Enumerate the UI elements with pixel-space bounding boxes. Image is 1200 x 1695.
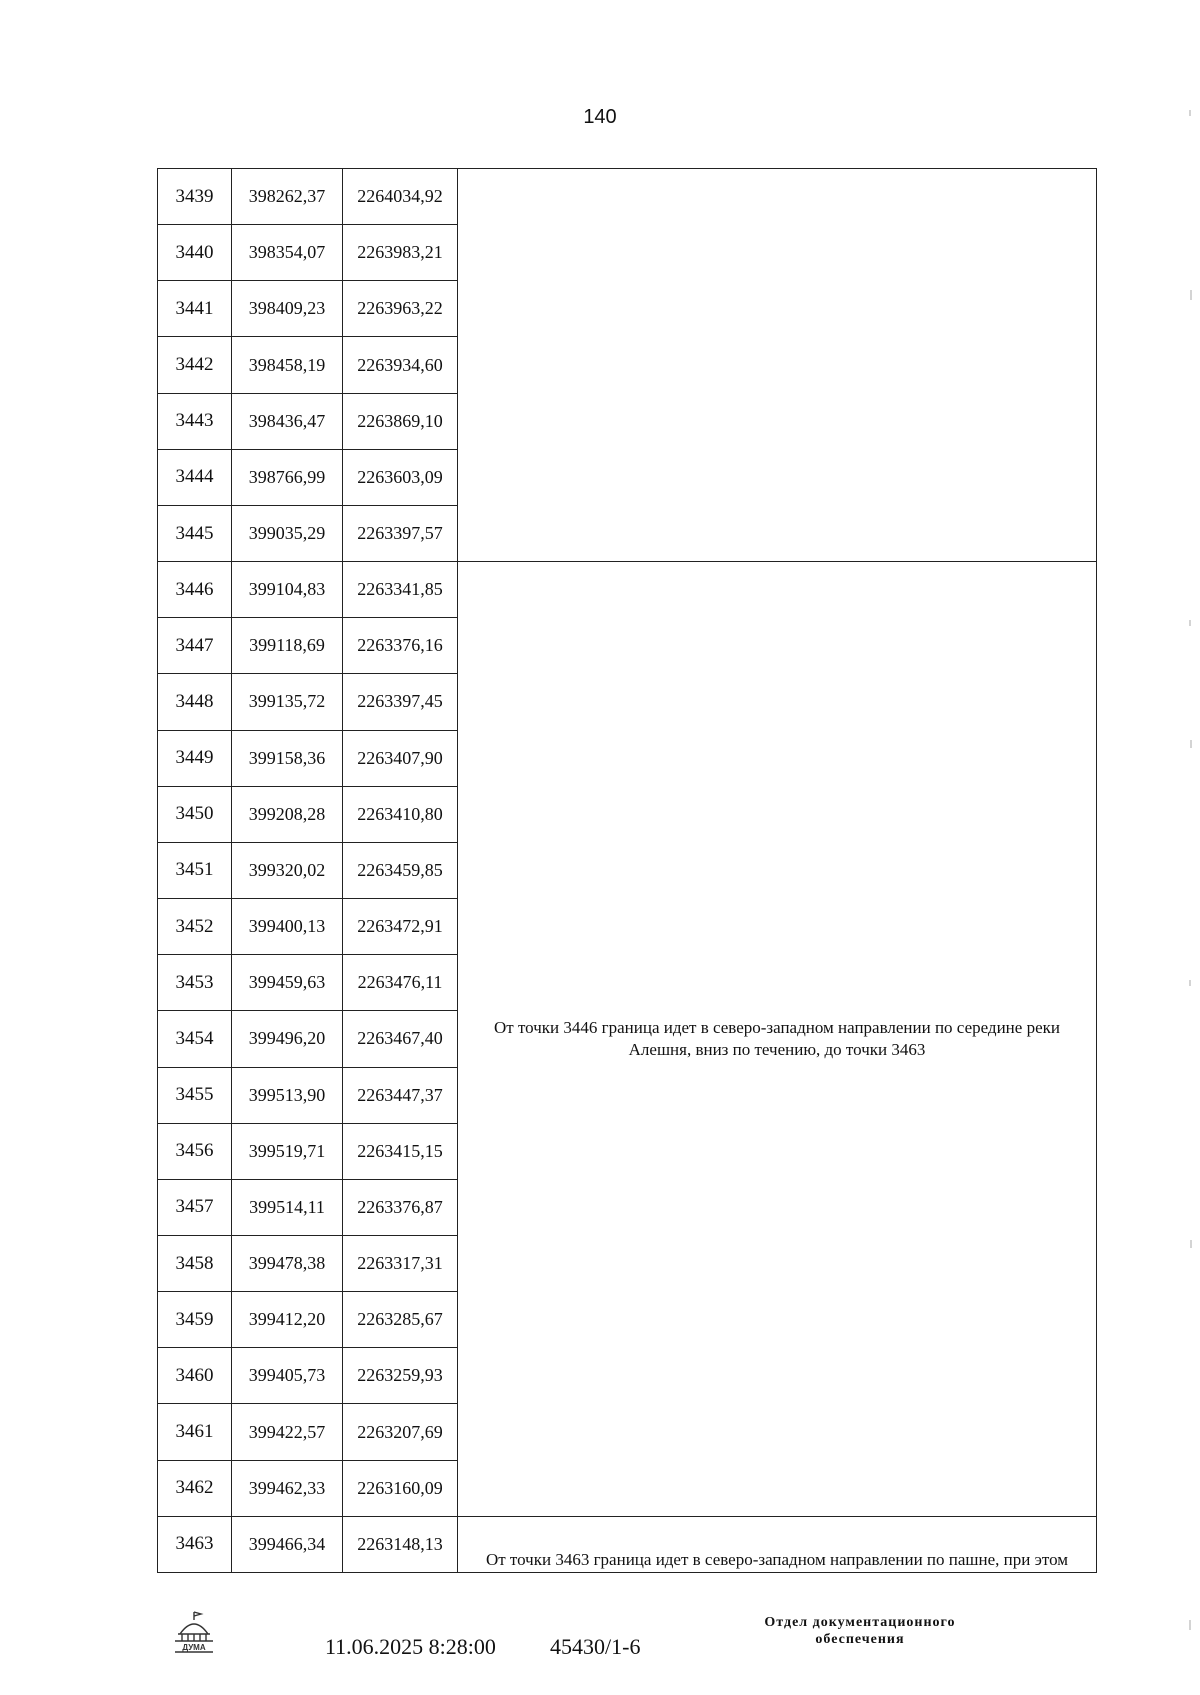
- point-number-cell: 3455: [158, 1067, 232, 1123]
- y-coordinate-cell: 2263407,90: [343, 730, 458, 786]
- document-number: 45430/1-6: [550, 1634, 641, 1659]
- y-coordinate-cell: 2263376,87: [343, 1179, 458, 1235]
- x-coordinate-cell: 399320,02: [232, 842, 343, 898]
- y-coordinate-cell: 2263317,31: [343, 1235, 458, 1291]
- point-number-cell: 3439: [158, 169, 232, 225]
- x-coordinate-cell: 399514,11: [232, 1179, 343, 1235]
- y-coordinate-cell: 2263963,22: [343, 281, 458, 337]
- point-number-cell: 3460: [158, 1348, 232, 1404]
- x-coordinate-cell: 398262,37: [232, 169, 343, 225]
- point-number-cell: 3451: [158, 842, 232, 898]
- x-coordinate-cell: 399462,33: [232, 1460, 343, 1516]
- y-coordinate-cell: 2263397,45: [343, 674, 458, 730]
- description-cell-previous-segment: [458, 169, 1097, 562]
- x-coordinate-cell: 399118,69: [232, 618, 343, 674]
- point-number-cell: 3453: [158, 955, 232, 1011]
- x-coordinate-cell: 399135,72: [232, 674, 343, 730]
- department-line-1: Отдел документационного: [764, 1615, 956, 1630]
- y-coordinate-cell: 2263207,69: [343, 1404, 458, 1460]
- point-number-cell: 3461: [158, 1404, 232, 1460]
- table-row: [158, 562, 1097, 618]
- x-coordinate-cell: 398409,23: [232, 281, 343, 337]
- point-number-cell: 3446: [158, 562, 232, 618]
- description-cell-segment-3463-next: От точки 3463 граница идет в северо-западном направлении по пашне, при этом: [458, 1516, 1097, 1572]
- y-coordinate-cell: 2263983,21: [343, 225, 458, 281]
- y-coordinate-cell: 2263376,16: [343, 618, 458, 674]
- point-number-cell: 3452: [158, 899, 232, 955]
- x-coordinate-cell: 399405,73: [232, 1348, 343, 1404]
- y-coordinate-cell: 2263259,93: [343, 1348, 458, 1404]
- point-number-cell: 3456: [158, 1123, 232, 1179]
- point-number-cell: 3445: [158, 505, 232, 561]
- x-coordinate-cell: 399158,36: [232, 730, 343, 786]
- point-number-cell: 3448: [158, 674, 232, 730]
- x-coordinate-cell: 399466,34: [232, 1516, 343, 1572]
- y-coordinate-cell: 2263148,13: [343, 1516, 458, 1572]
- x-coordinate-cell: 398766,99: [232, 449, 343, 505]
- scan-edge-marks: [1188, 100, 1194, 1660]
- y-coordinate-cell: 2263410,80: [343, 786, 458, 842]
- point-number-cell: 3450: [158, 786, 232, 842]
- x-coordinate-cell: 398354,07: [232, 225, 343, 281]
- page-number: 140: [583, 106, 617, 128]
- department-line-2: обеспечения: [815, 1632, 905, 1647]
- y-coordinate-cell: 2263467,40: [343, 1011, 458, 1067]
- x-coordinate-cell: 399208,28: [232, 786, 343, 842]
- coordinates-table-body: [158, 169, 1097, 1573]
- point-number-cell: 3457: [158, 1179, 232, 1235]
- boundary-coordinates-table: [157, 168, 1097, 1573]
- point-number-cell: 3462: [158, 1460, 232, 1516]
- point-number-cell: 3440: [158, 225, 232, 281]
- point-number-cell: 3447: [158, 618, 232, 674]
- y-coordinate-cell: 2263472,91: [343, 899, 458, 955]
- duma-logo-text: ДУМА: [182, 1643, 206, 1652]
- x-coordinate-cell: 399459,63: [232, 955, 343, 1011]
- y-coordinate-cell: 2263934,60: [343, 337, 458, 393]
- table-row: [158, 169, 1097, 225]
- y-coordinate-cell: 2264034,92: [343, 169, 458, 225]
- point-number-cell: 3443: [158, 393, 232, 449]
- point-number-cell: 3449: [158, 730, 232, 786]
- y-coordinate-cell: 2263415,15: [343, 1123, 458, 1179]
- y-coordinate-cell: 2263869,10: [343, 393, 458, 449]
- y-coordinate-cell: 2263603,09: [343, 449, 458, 505]
- point-number-cell: 3463: [158, 1516, 232, 1572]
- point-number-cell: 3459: [158, 1292, 232, 1348]
- x-coordinate-cell: 399400,13: [232, 899, 343, 955]
- duma-logo: [172, 1608, 216, 1654]
- x-coordinate-cell: 399519,71: [232, 1123, 343, 1179]
- description-cell-segment-3446-3463: От точки 3446 граница идет в северо-западном направлении по середине реки Алешня, вниз по течению, до точки 3463: [458, 562, 1097, 1517]
- x-coordinate-cell: 398436,47: [232, 393, 343, 449]
- x-coordinate-cell: 399035,29: [232, 505, 343, 561]
- x-coordinate-cell: 399513,90: [232, 1067, 343, 1123]
- point-number-cell: 3454: [158, 1011, 232, 1067]
- y-coordinate-cell: 2263341,85: [343, 562, 458, 618]
- department-stamp: [710, 1614, 1010, 1648]
- point-number-cell: 3444: [158, 449, 232, 505]
- x-coordinate-cell: 398458,19: [232, 337, 343, 393]
- x-coordinate-cell: 399496,20: [232, 1011, 343, 1067]
- y-coordinate-cell: 2263397,57: [343, 505, 458, 561]
- scan-timestamp: 11.06.2025 8:28:00: [325, 1634, 496, 1659]
- table-row: [158, 1516, 1097, 1572]
- point-number-cell: 3441: [158, 281, 232, 337]
- y-coordinate-cell: 2263285,67: [343, 1292, 458, 1348]
- x-coordinate-cell: 399412,20: [232, 1292, 343, 1348]
- x-coordinate-cell: 399478,38: [232, 1235, 343, 1291]
- point-number-cell: 3442: [158, 337, 232, 393]
- x-coordinate-cell: 399104,83: [232, 562, 343, 618]
- y-coordinate-cell: 2263447,37: [343, 1067, 458, 1123]
- y-coordinate-cell: 2263160,09: [343, 1460, 458, 1516]
- y-coordinate-cell: 2263459,85: [343, 842, 458, 898]
- point-number-cell: 3458: [158, 1235, 232, 1291]
- x-coordinate-cell: 399422,57: [232, 1404, 343, 1460]
- y-coordinate-cell: 2263476,11: [343, 955, 458, 1011]
